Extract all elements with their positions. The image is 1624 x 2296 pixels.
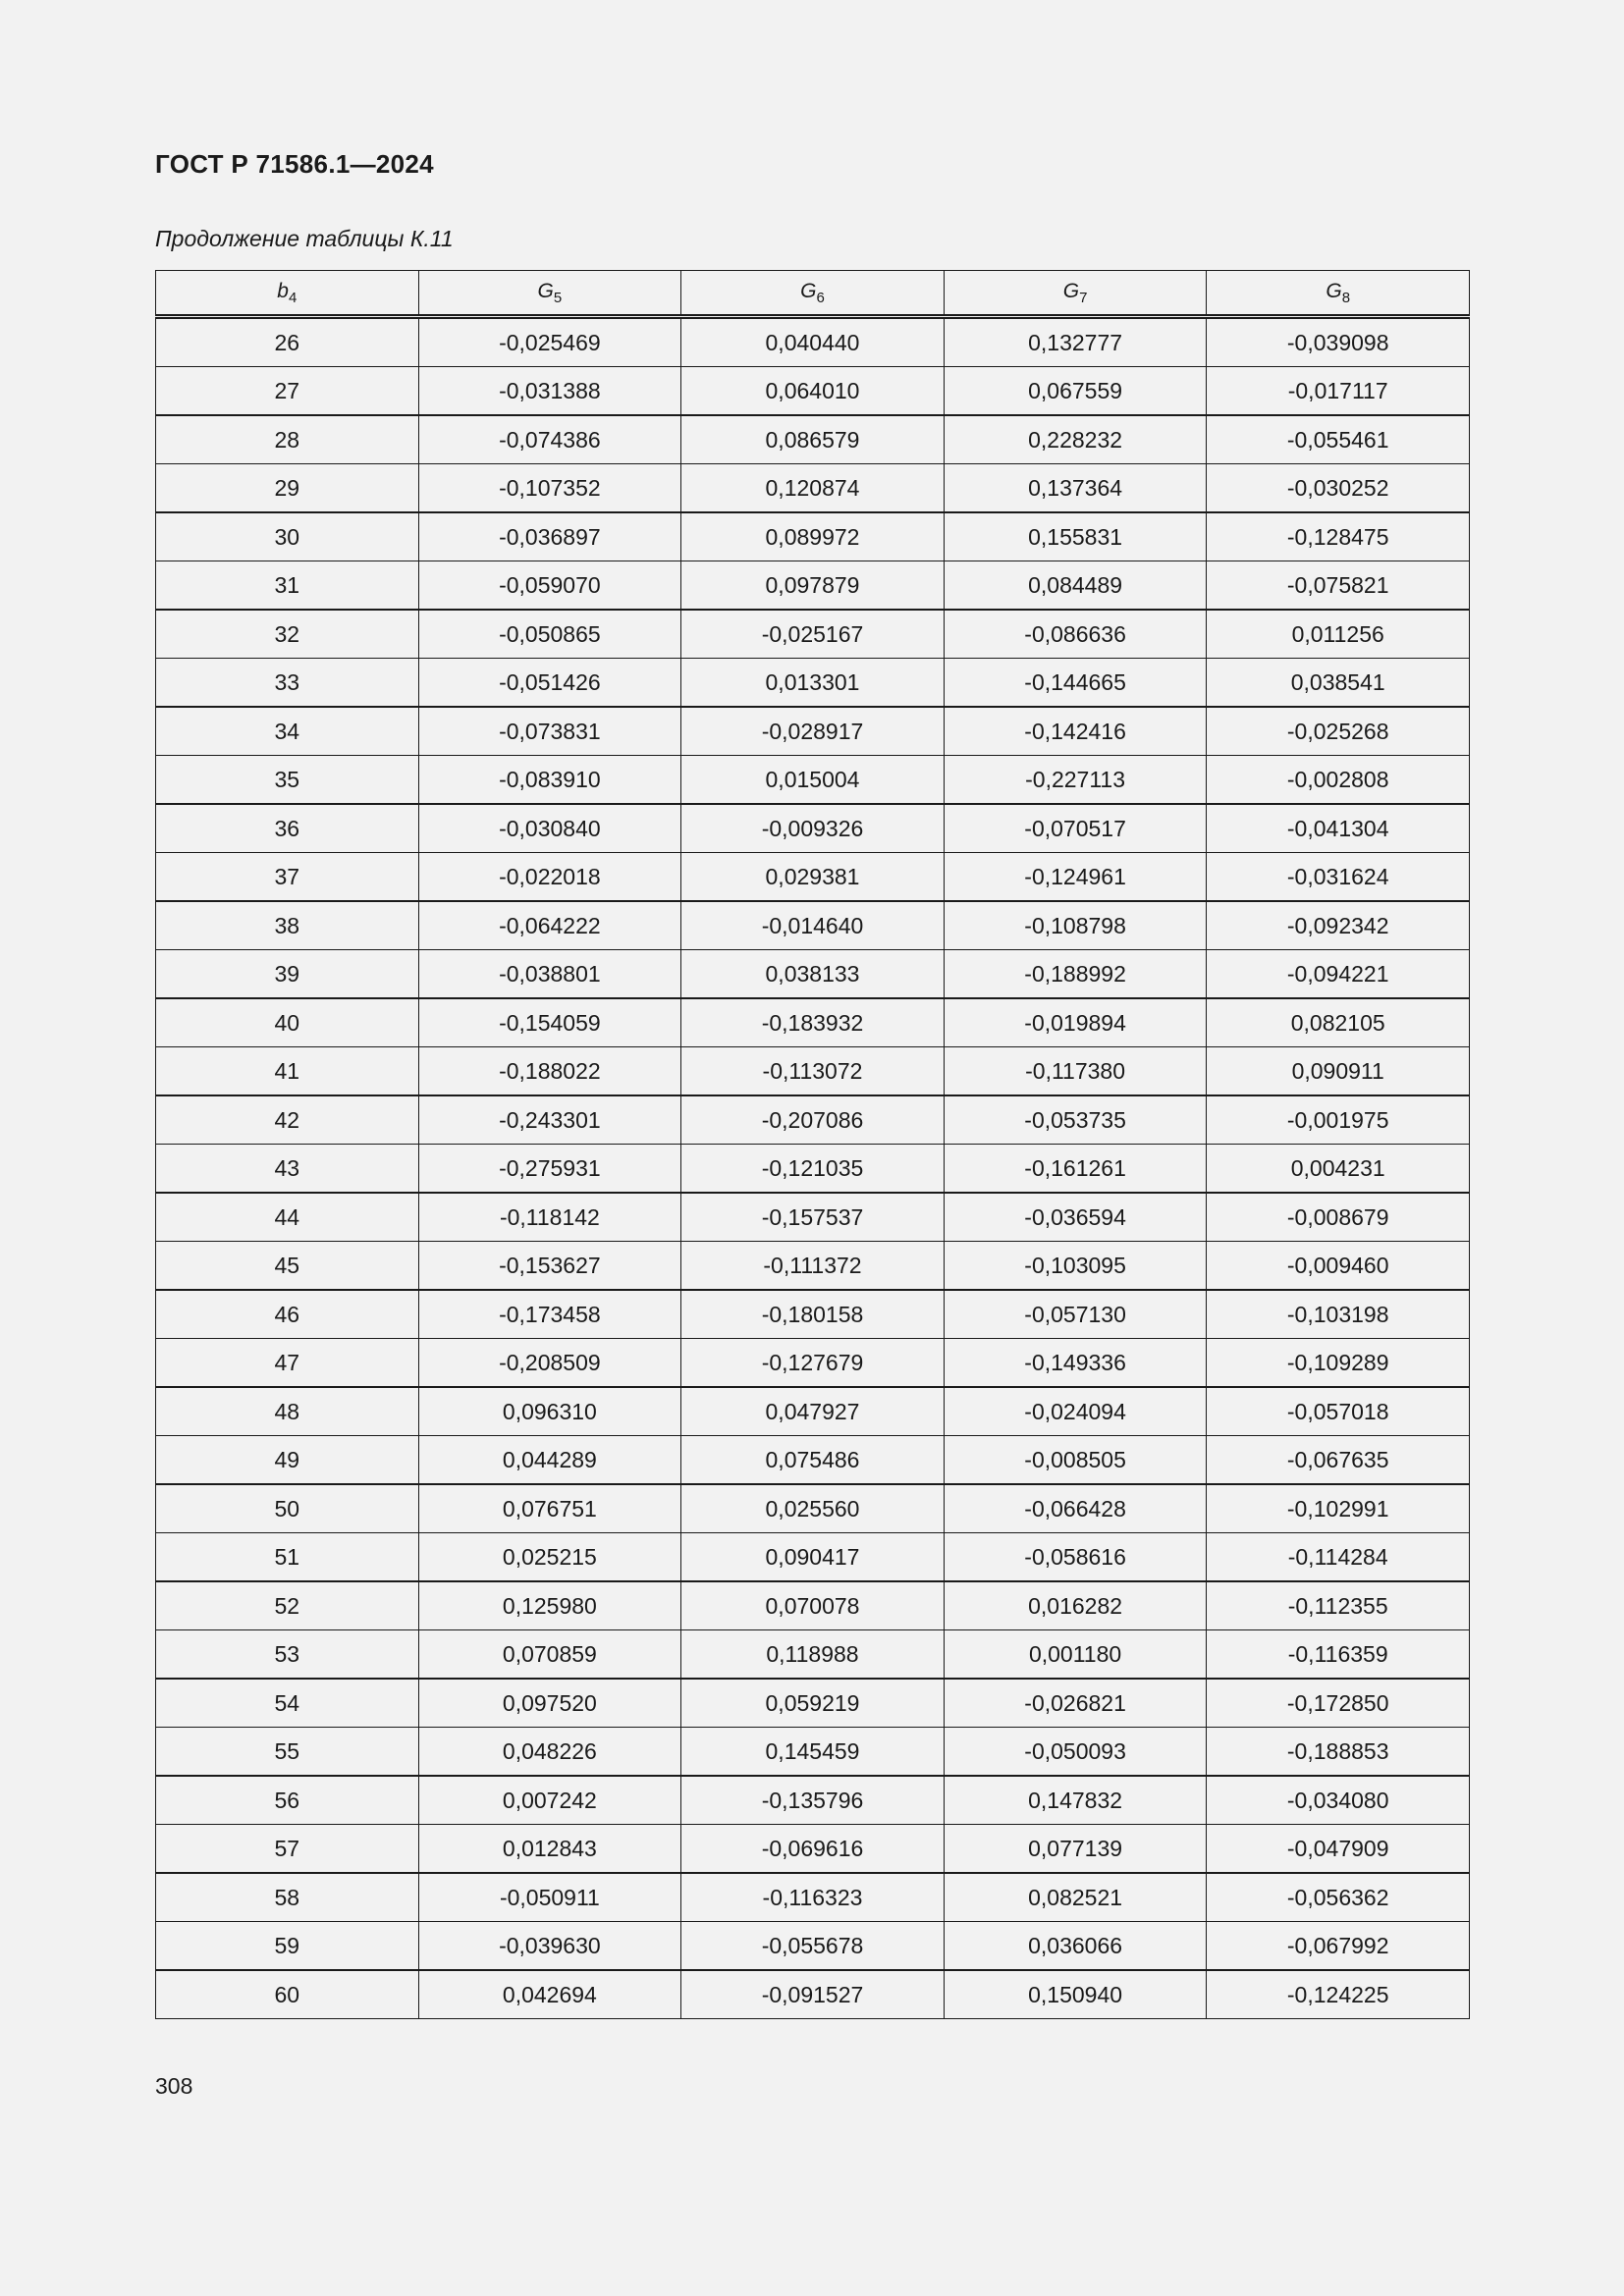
cell-g7: -0,066428 [944,1484,1207,1533]
cell-g8: -0,067635 [1207,1436,1470,1485]
cell-b4: 60 [156,1970,419,2019]
table-row [156,367,1470,416]
table-header-row [156,271,1470,317]
cell-b4: 49 [156,1436,419,1485]
cell-g7: 0,147832 [944,1776,1207,1825]
cell-g7: -0,117380 [944,1047,1207,1096]
cell-g7: -0,053735 [944,1095,1207,1145]
cell-g5: -0,022018 [418,853,681,902]
cell-b4: 31 [156,561,419,611]
cell-g7: 0,082521 [944,1873,1207,1922]
cell-g7: -0,070517 [944,804,1207,853]
cell-g7: -0,008505 [944,1436,1207,1485]
cell-g5: -0,036897 [418,512,681,561]
cell-g7: 0,067559 [944,367,1207,416]
cell-b4: 57 [156,1825,419,1874]
cell-g5: -0,118142 [418,1193,681,1242]
cell-g7: -0,161261 [944,1145,1207,1194]
cell-b4: 30 [156,512,419,561]
table-row [156,1922,1470,1971]
cell-b4: 33 [156,659,419,708]
cell-g5: -0,031388 [418,367,681,416]
cell-g8: -0,031624 [1207,853,1470,902]
cell-b4: 34 [156,707,419,756]
header-b4: $b_4$ [156,271,419,317]
cell-g6: 0,029381 [681,853,945,902]
header-g5: $G_5$ [418,271,681,317]
cell-g8: -0,039098 [1207,317,1470,367]
cell-g5: -0,030840 [418,804,681,853]
cell-g7: -0,024094 [944,1387,1207,1436]
cell-g8: -0,009460 [1207,1242,1470,1291]
table-row [156,1728,1470,1777]
cell-g6: 0,047927 [681,1387,945,1436]
cell-g8: 0,011256 [1207,610,1470,659]
cell-g8: -0,188853 [1207,1728,1470,1777]
table-row [156,1970,1470,2019]
cell-g6: 0,090417 [681,1533,945,1582]
cell-g7: 0,016282 [944,1581,1207,1630]
cell-g8: 0,090911 [1207,1047,1470,1096]
cell-g5: -0,107352 [418,464,681,513]
cell-g8: -0,030252 [1207,464,1470,513]
cell-b4: 26 [156,317,419,367]
cell-g6: 0,015004 [681,756,945,805]
table-row [156,707,1470,756]
cell-g6: 0,025560 [681,1484,945,1533]
cell-g5: 0,012843 [418,1825,681,1874]
cell-b4: 37 [156,853,419,902]
cell-g6: 0,118988 [681,1630,945,1680]
cell-g6: -0,025167 [681,610,945,659]
cell-g8: -0,092342 [1207,901,1470,950]
cell-g8: 0,082105 [1207,998,1470,1047]
cell-g7: 0,077139 [944,1825,1207,1874]
cell-g8: -0,103198 [1207,1290,1470,1339]
table-row [156,1339,1470,1388]
cell-g5: -0,050865 [418,610,681,659]
cell-g5: -0,073831 [418,707,681,756]
cell-g7: 0,036066 [944,1922,1207,1971]
table-caption: Продолжение таблицы К.11 [155,226,454,251]
cell-g5: -0,275931 [418,1145,681,1194]
table-row [156,1776,1470,1825]
table-row [156,1533,1470,1582]
cell-b4: 45 [156,1242,419,1291]
cell-g6: -0,135796 [681,1776,945,1825]
table-row [156,1145,1470,1194]
cell-g5: -0,243301 [418,1095,681,1145]
cell-g6: -0,180158 [681,1290,945,1339]
table-row [156,901,1470,950]
table-row [156,1581,1470,1630]
cell-g5: 0,097520 [418,1679,681,1728]
table-row [156,1095,1470,1145]
cell-g7: 0,001180 [944,1630,1207,1680]
cell-g5: -0,064222 [418,901,681,950]
cell-b4: 50 [156,1484,419,1533]
cell-g6: -0,207086 [681,1095,945,1145]
table-row [156,1484,1470,1533]
cell-b4: 44 [156,1193,419,1242]
cell-g7: -0,036594 [944,1193,1207,1242]
cell-g8: 0,004231 [1207,1145,1470,1194]
cell-g7: -0,103095 [944,1242,1207,1291]
table-row [156,317,1470,367]
table-row [156,1679,1470,1728]
cell-b4: 58 [156,1873,419,1922]
table-row [156,561,1470,611]
cell-b4: 56 [156,1776,419,1825]
cell-g6: -0,028917 [681,707,945,756]
cell-b4: 29 [156,464,419,513]
cell-g8: -0,017117 [1207,367,1470,416]
cell-g7: 0,150940 [944,1970,1207,2019]
cell-g8: -0,075821 [1207,561,1470,611]
header-g6: $G_6$ [681,271,945,317]
table-row [156,1387,1470,1436]
cell-g8: -0,047909 [1207,1825,1470,1874]
cell-g6: 0,086579 [681,415,945,464]
cell-g5: -0,059070 [418,561,681,611]
cell-g7: -0,058616 [944,1533,1207,1582]
cell-b4: 32 [156,610,419,659]
cell-b4: 55 [156,1728,419,1777]
table-row [156,1630,1470,1680]
cell-g5: 0,044289 [418,1436,681,1485]
cell-g7: -0,050093 [944,1728,1207,1777]
table-body [156,317,1470,2019]
table-row [156,1242,1470,1291]
cell-g7: 0,084489 [944,561,1207,611]
cell-g6: 0,120874 [681,464,945,513]
cell-g6: 0,059219 [681,1679,945,1728]
cell-g6: -0,113072 [681,1047,945,1096]
cell-g8: -0,008679 [1207,1193,1470,1242]
cell-g8: -0,056362 [1207,1873,1470,1922]
table-row [156,415,1470,464]
cell-g6: 0,070078 [681,1581,945,1630]
cell-b4: 27 [156,367,419,416]
table-row [156,659,1470,708]
table-row [156,1873,1470,1922]
cell-g5: -0,188022 [418,1047,681,1096]
cell-g8: 0,038541 [1207,659,1470,708]
cell-g7: -0,144665 [944,659,1207,708]
cell-g6: -0,183932 [681,998,945,1047]
cell-g6: 0,097879 [681,561,945,611]
cell-g6: -0,121035 [681,1145,945,1194]
cell-g6: 0,145459 [681,1728,945,1777]
cell-g7: -0,124961 [944,853,1207,902]
table-row [156,950,1470,999]
cell-g5: -0,153627 [418,1242,681,1291]
cell-b4: 40 [156,998,419,1047]
cell-b4: 43 [156,1145,419,1194]
table-row [156,1825,1470,1874]
cell-g8: -0,124225 [1207,1970,1470,2019]
cell-b4: 42 [156,1095,419,1145]
cell-g6: 0,038133 [681,950,945,999]
cell-g7: -0,086636 [944,610,1207,659]
cell-g5: -0,025469 [418,317,681,367]
cell-g6: -0,116323 [681,1873,945,1922]
cell-g7: -0,188992 [944,950,1207,999]
cell-b4: 51 [156,1533,419,1582]
cell-g8: -0,112355 [1207,1581,1470,1630]
cell-g8: -0,094221 [1207,950,1470,999]
cell-g5: 0,096310 [418,1387,681,1436]
cell-b4: 41 [156,1047,419,1096]
cell-g6: -0,014640 [681,901,945,950]
cell-g8: -0,025268 [1207,707,1470,756]
header-g8: $G_8$ [1207,271,1470,317]
cell-g8: -0,055461 [1207,415,1470,464]
cell-g7: -0,057130 [944,1290,1207,1339]
table-row [156,1193,1470,1242]
cell-g6: -0,009326 [681,804,945,853]
header-g7: $G_7$ [944,271,1207,317]
table-row [156,998,1470,1047]
cell-g7: -0,227113 [944,756,1207,805]
table-row [156,512,1470,561]
cell-g6: 0,075486 [681,1436,945,1485]
table-row [156,853,1470,902]
cell-g8: -0,041304 [1207,804,1470,853]
table-row [156,464,1470,513]
cell-g6: 0,089972 [681,512,945,561]
cell-g8: -0,067992 [1207,1922,1470,1971]
cell-g7: 0,155831 [944,512,1207,561]
table-row [156,1436,1470,1485]
cell-g5: 0,070859 [418,1630,681,1680]
cell-g5: -0,050911 [418,1873,681,1922]
cell-g7: -0,142416 [944,707,1207,756]
cell-g7: -0,149336 [944,1339,1207,1388]
cell-g7: -0,026821 [944,1679,1207,1728]
cell-b4: 53 [156,1630,419,1680]
cell-b4: 47 [156,1339,419,1388]
cell-b4: 59 [156,1922,419,1971]
cell-b4: 28 [156,415,419,464]
cell-g6: 0,013301 [681,659,945,708]
cell-g7: 0,228232 [944,415,1207,464]
cell-g6: -0,127679 [681,1339,945,1388]
document-title: ГОСТ Р 71586.1—2024 [155,149,434,179]
cell-g8: -0,034080 [1207,1776,1470,1825]
cell-g5: -0,038801 [418,950,681,999]
cell-g7: 0,132777 [944,317,1207,367]
table-row [156,1290,1470,1339]
cell-b4: 54 [156,1679,419,1728]
cell-g5: -0,051426 [418,659,681,708]
cell-g6: 0,040440 [681,317,945,367]
cell-g5: 0,125980 [418,1581,681,1630]
cell-g5: -0,083910 [418,756,681,805]
cell-g8: -0,001975 [1207,1095,1470,1145]
cell-b4: 38 [156,901,419,950]
cell-g8: -0,172850 [1207,1679,1470,1728]
table-row [156,804,1470,853]
cell-g5: -0,039630 [418,1922,681,1971]
table-row [156,610,1470,659]
cell-b4: 36 [156,804,419,853]
cell-g8: -0,002808 [1207,756,1470,805]
cell-g8: -0,116359 [1207,1630,1470,1680]
cell-g5: 0,076751 [418,1484,681,1533]
data-table [155,270,1470,2019]
cell-b4: 48 [156,1387,419,1436]
cell-g6: 0,064010 [681,367,945,416]
cell-g8: -0,128475 [1207,512,1470,561]
cell-g5: 0,042694 [418,1970,681,2019]
cell-g5: -0,173458 [418,1290,681,1339]
cell-g6: -0,069616 [681,1825,945,1874]
table-row [156,756,1470,805]
cell-b4: 39 [156,950,419,999]
cell-g6: -0,055678 [681,1922,945,1971]
cell-g5: 0,048226 [418,1728,681,1777]
cell-b4: 46 [156,1290,419,1339]
cell-g6: -0,111372 [681,1242,945,1291]
cell-g5: 0,007242 [418,1776,681,1825]
cell-g6: -0,157537 [681,1193,945,1242]
cell-g5: -0,074386 [418,415,681,464]
cell-g7: -0,108798 [944,901,1207,950]
cell-b4: 35 [156,756,419,805]
cell-g5: 0,025215 [418,1533,681,1582]
cell-g8: -0,114284 [1207,1533,1470,1582]
cell-g6: -0,091527 [681,1970,945,2019]
cell-g7: -0,019894 [944,998,1207,1047]
cell-g7: 0,137364 [944,464,1207,513]
cell-g8: -0,057018 [1207,1387,1470,1436]
cell-b4: 52 [156,1581,419,1630]
table-row [156,1047,1470,1096]
cell-g8: -0,109289 [1207,1339,1470,1388]
page-number: 308 [155,2073,193,2099]
cell-g5: -0,154059 [418,998,681,1047]
cell-g8: -0,102991 [1207,1484,1470,1533]
cell-g5: -0,208509 [418,1339,681,1388]
